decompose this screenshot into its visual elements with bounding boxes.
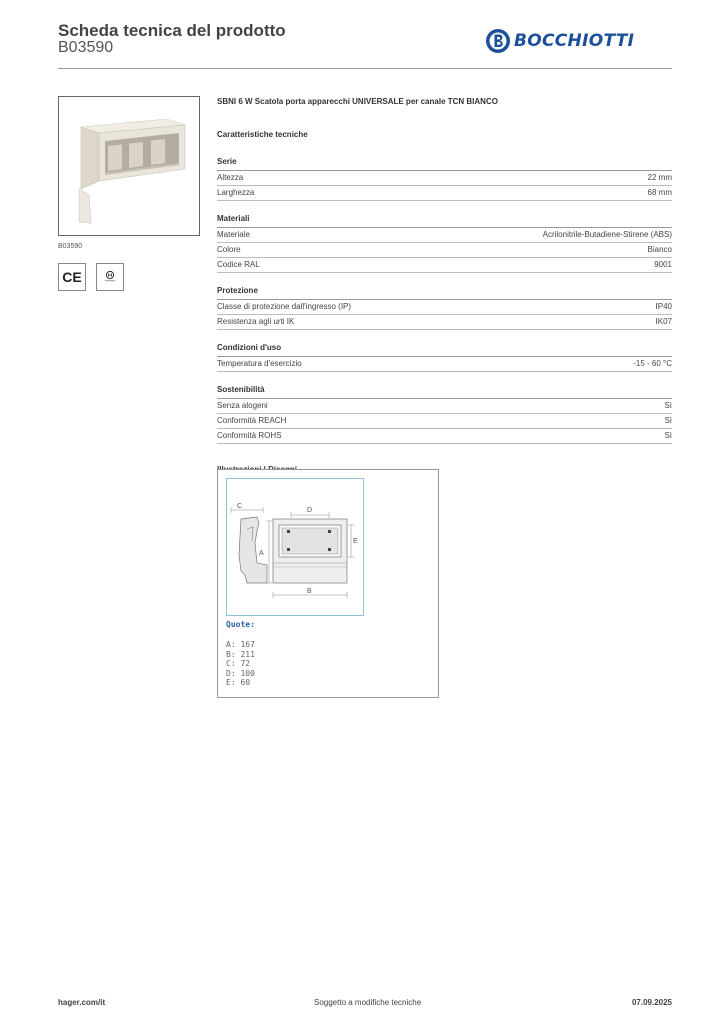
product-image [58, 96, 200, 236]
spec-value: Bianco [647, 245, 672, 254]
product-image-caption: B03590 [58, 243, 83, 250]
spec-label: Conformità REACH [217, 416, 287, 425]
spec-label: Conformità ROHS [217, 431, 282, 440]
spec-row [217, 171, 672, 186]
quotes-heading: Quote: [226, 620, 255, 629]
spec-value: Sì [664, 416, 672, 425]
spec-row [217, 186, 672, 201]
spec-value: 68 mm [647, 188, 672, 197]
quote-item: D: 100 [226, 668, 255, 678]
technical-drawing [226, 478, 364, 616]
spec-row [217, 228, 672, 243]
brand-logo-text: BOCCHIOTTI [514, 31, 635, 51]
spec-value: Acrilonitrile-Butadiene-Stirene (ABS) [542, 230, 672, 239]
header-divider [58, 68, 672, 69]
spec-label: Larghezza [217, 188, 255, 197]
spec-group-title: Materiali [217, 214, 672, 228]
spec-group-title: Protezione [217, 286, 672, 300]
spec-value: -15 - 60 °C [633, 359, 672, 368]
spec-value: 9001 [654, 260, 672, 269]
spec-value: Sì [664, 431, 672, 440]
dim-label-c: C [237, 503, 243, 510]
spec-group-title: Condizioni d'uso [217, 343, 672, 357]
spec-value: Sì [664, 401, 672, 410]
technical-drawing-box [217, 469, 439, 698]
spec-label: Colore [217, 245, 241, 254]
spec-row [217, 429, 672, 444]
footer-date: 07.09.2025 [631, 998, 672, 1007]
specs-section [217, 130, 672, 476]
spec-row [217, 258, 672, 273]
spec-row [217, 315, 672, 330]
page-title: Scheda tecnica del prodotto [58, 21, 286, 40]
product-description: SBNI 6 W Scatola porta apparecchi UNIVERSALE per canale TCN BIANCO [217, 97, 498, 106]
brand-logo [485, 28, 634, 54]
footer-disclaimer: Soggetto a modifiche tecniche [314, 998, 422, 1007]
spec-label: Materiale [217, 230, 250, 239]
spec-value: 22 mm [647, 173, 672, 182]
spec-group-title: Serie [217, 157, 672, 171]
spec-label: Senza alogeni [217, 401, 268, 410]
footer-website-link[interactable]: hager.com/it [58, 998, 106, 1007]
quote-item: B: 211 [226, 649, 255, 659]
spec-row [217, 243, 672, 258]
spec-value: IP40 [655, 302, 672, 311]
specs-heading: Caratteristiche tecniche [217, 130, 308, 139]
quote-item: C: 72 [226, 659, 251, 669]
quote-item: E: 60 [226, 678, 251, 688]
certification-mark-icon [96, 263, 124, 291]
dim-label-d: D [307, 507, 313, 514]
spec-row [217, 357, 672, 372]
spec-label: Classe di protezione dall'ingresso (IP) [217, 302, 352, 311]
quote-item: A: 167 [226, 640, 255, 649]
product-photo-illustration [59, 97, 199, 235]
brand-logo-icon [485, 28, 511, 54]
spec-row [217, 414, 672, 429]
spec-label: Altezza [217, 173, 244, 182]
spec-label: Resistenza agli urti IK [217, 317, 295, 326]
spec-value: IK07 [655, 317, 672, 326]
spec-row [217, 300, 672, 315]
ce-mark-icon: CE [58, 263, 86, 291]
spec-row [217, 399, 672, 414]
spec-label: Temperatura d'esercizio [217, 359, 302, 368]
product-code: B03590 [58, 39, 114, 56]
dim-label-e: E [353, 538, 358, 545]
spec-group-title: Sostenibilità [217, 385, 672, 399]
dim-label-a: A [259, 550, 264, 557]
spec-label: Codice RAL [217, 260, 260, 269]
dim-label-b: B [307, 588, 312, 595]
quotes-list [226, 640, 255, 688]
